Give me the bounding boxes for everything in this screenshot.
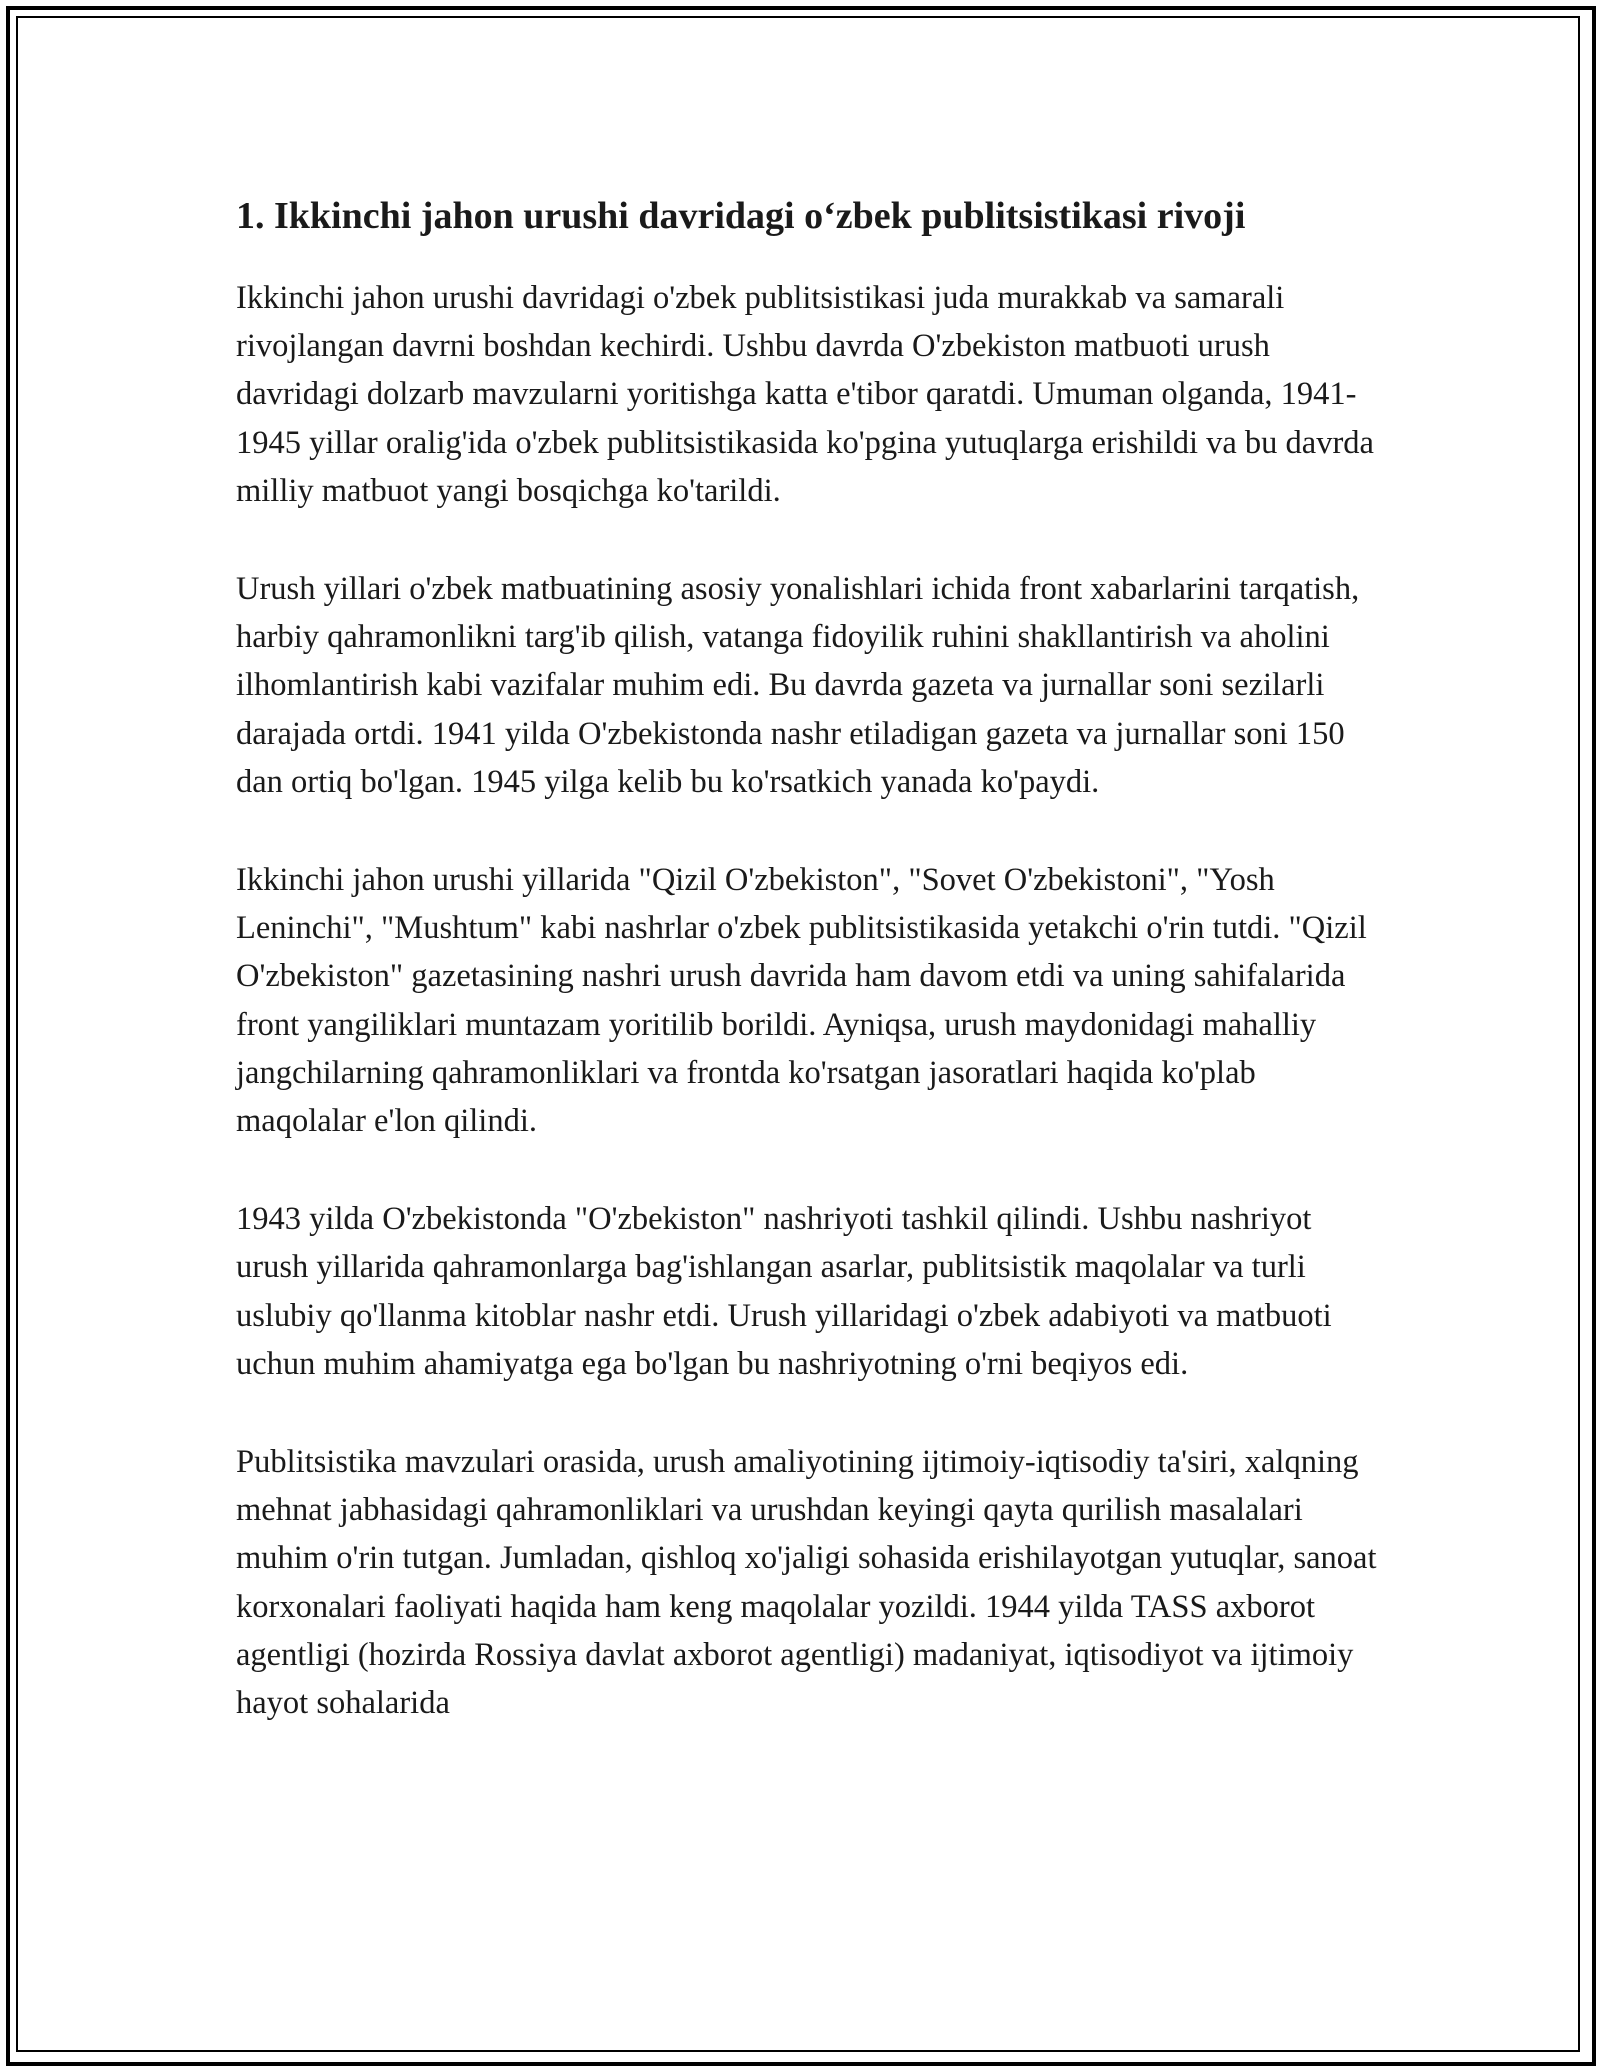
paragraph-2: Urush yillari o'zbek matbuatining asosiy yonalishlari ichida front xabarlarini tarqatish, harbiy qahramonlikni targ'ib qilish, vatanga fidoyilik ruhini shakllantirish va aholini ilhomlantirish kabi vazifalar muhim edi. Bu davrda gazeta va jurnallar soni sezilarli darajada ortdi. 1941 yilda O'zbekistonda nashr etiladigan gazeta va jurnallar soni 150 dan ortiq bo'lgan. 1945 yilga kelib bu ko'rsatkich yanada ko'paydi. <box>236 571 1360 800</box>
paragraph-3: Ikkinchi jahon urushi yillarida "Qizil O'zbekiston", "Sovet O'zbekistoni", "Yosh Leninchi", "Mushtum" kabi nashrlar o'zbek publitsistikasida yetakchi o'rin tutdi. "Qizil O'zbekiston" gazetasining nashri urush davrida ham davom etdi va uning sahifalarida front yangiliklari muntazam yoritilib borildi. Ayniqsa, urush maydonidagi mahalliy jangchilarning qahramonliklari va frontda ko'rsatgan jasoratlari haqida ko'plab maqolalar e'lon qilindi. <box>236 862 1367 1140</box>
section-heading: 1. Ikkinchi jahon urushi davridagi o‘zbek publitsistikasi rivoji <box>236 195 1246 237</box>
document-body <box>236 188 1386 1777</box>
paragraph-1: Ikkinchi jahon urushi davridagi o'zbek publitsistikasi juda murakkab va samarali rivojlangan davrni boshdan kechirdi. Ushbu davrda O'zbekiston matbuoti urush davridagi dolzarb mavzularni yoritishga katta e'tibor qaratdi. Umuman olganda, 1941-1945 yillar oralig'ida o'zbek publitsistikasida ko'pgina yutuqlarga erishildi va bu davrda milliy matbuot yangi bosqichga ko'tarildi. <box>236 280 1374 509</box>
paragraph-5: Publitsistika mavzulari orasida, urush amaliyotining ijtimoiy-iqtisodiy ta'siri, xalqning mehnat jabhasidagi qahramonliklari va urushdan keyingi qayta qurilish masalalari muhim o'rin tutgan. Jumladan, qishloq xo'jaligi sohasida erishilayotgan yutuqlar, sanoat korxonalari faoliyati haqida ham keng maqolalar yozildi. 1944 yilda TASS axborot agentligi (hozirda Rossiya davlat axborot agentligi) madaniyat, iqtisodiyot va ijtimoiy hayot sohalarida <box>236 1444 1377 1722</box>
paragraph-4: 1943 yilda O'zbekistonda "O'zbekiston" nashriyoti tashkil qilindi. Ushbu nashriyot urush yillarida qahramonlarga bag'ishlangan asarlar, publitsistik maqolalar va turli uslubiy qo'llanma kitoblar nashr etdi. Urush yillaridagi o'zbek adabiyoti va matbuoti uchun muhim ahamiyatga ega bo'lgan bu nashriyotning o'rni beqiyos edi. <box>236 1201 1332 1382</box>
